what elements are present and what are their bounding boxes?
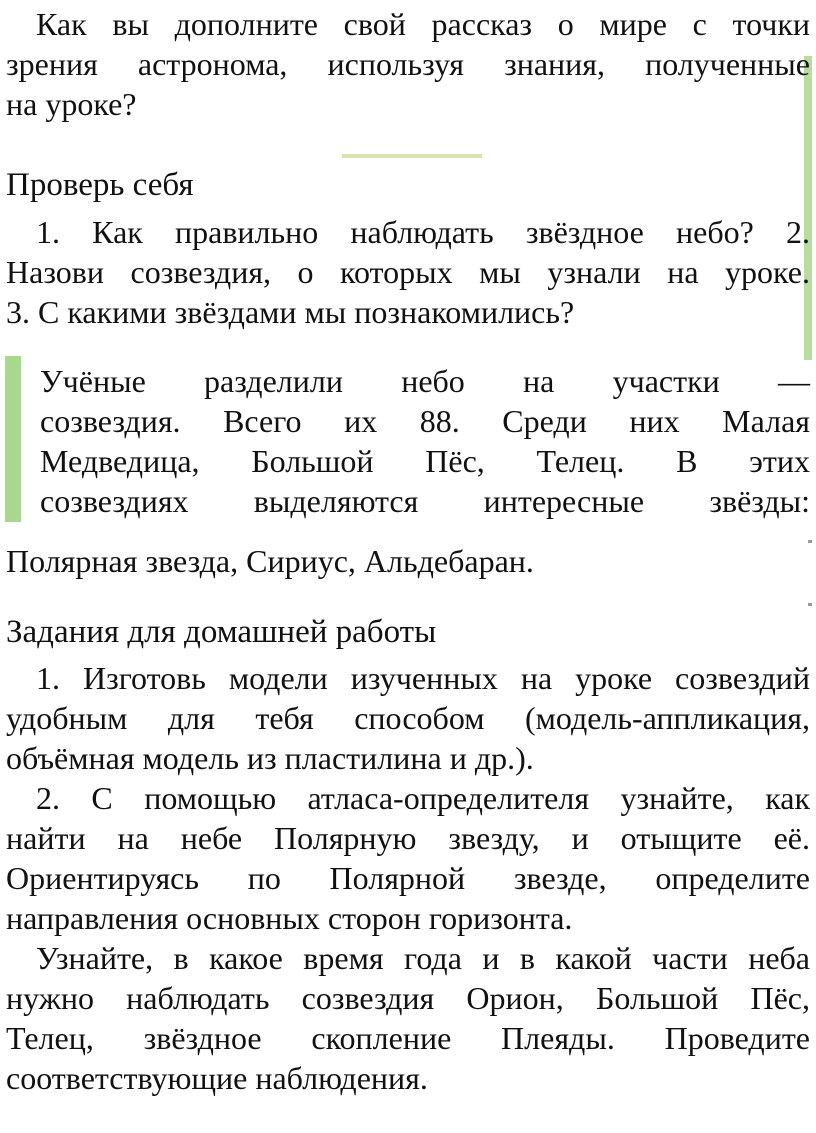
self-check-heading: Проверь себя xyxy=(6,167,194,203)
homework-tasks xyxy=(6,658,810,1098)
info-line: Полярная звезда, Сириус, Альдебаран. xyxy=(6,543,534,579)
intro-question xyxy=(6,4,810,124)
task-line: направления основных сторон горизонта. xyxy=(6,900,573,936)
info-box-marker-bar xyxy=(5,356,21,522)
intro-line: зрения астронома, используя знания, полученные xyxy=(6,46,810,82)
info-box-continuation xyxy=(6,541,810,581)
task-line: Ориентируясь по Полярной звезде, определите xyxy=(6,860,810,896)
margin-mark xyxy=(808,603,812,606)
decorative-divider xyxy=(342,154,482,158)
task-line: нужно наблюдать созвездия Орион, Большой Пёс, xyxy=(6,980,810,1016)
question-line: Назови созвездия, о которых мы узнали на уроке. xyxy=(6,254,810,290)
self-check-section xyxy=(6,165,810,205)
task-line: найти на небе Полярную звезду, и отыщите её. xyxy=(6,820,810,856)
homework-section xyxy=(6,612,810,652)
task-line: 1. Изготовь модели изученных на уроке созвездий xyxy=(36,660,810,696)
info-line: Учёные разделили небо на участки — xyxy=(40,363,810,399)
info-line: Медведица, Большой Пёс, Телец. В этих xyxy=(40,443,810,479)
task-line: объёмная модель из пластилина и др.). xyxy=(6,740,534,776)
self-check-questions xyxy=(6,212,810,332)
task-line: удобным для тебя способом (модель-аппликация, xyxy=(6,700,810,736)
info-line: созвездия. Всего их 88. Среди них Малая xyxy=(40,403,810,439)
homework-heading: Задания для домашней работы xyxy=(6,614,437,650)
task-line: 2. С помощью атласа-определителя узнайте, как xyxy=(36,780,810,816)
task-line: соответствующие наблюдения. xyxy=(6,1060,428,1096)
info-box xyxy=(40,361,810,521)
task-line: Телец, звёздное скопление Плеяды. Проведите xyxy=(6,1020,810,1056)
question-line: 1. Как правильно наблюдать звёздное небо? 2. xyxy=(36,214,810,250)
task-line: Узнайте, в какое время года и в какой части неба xyxy=(36,940,810,976)
intro-line: на уроке? xyxy=(6,86,137,122)
question-line: 3. С какими звёздами мы познакомились? xyxy=(6,294,575,330)
intro-line: Как вы дополните свой рассказ о мире с точки xyxy=(36,6,810,42)
info-line: созвездиях выделяются интересные звёзды: xyxy=(40,483,810,519)
